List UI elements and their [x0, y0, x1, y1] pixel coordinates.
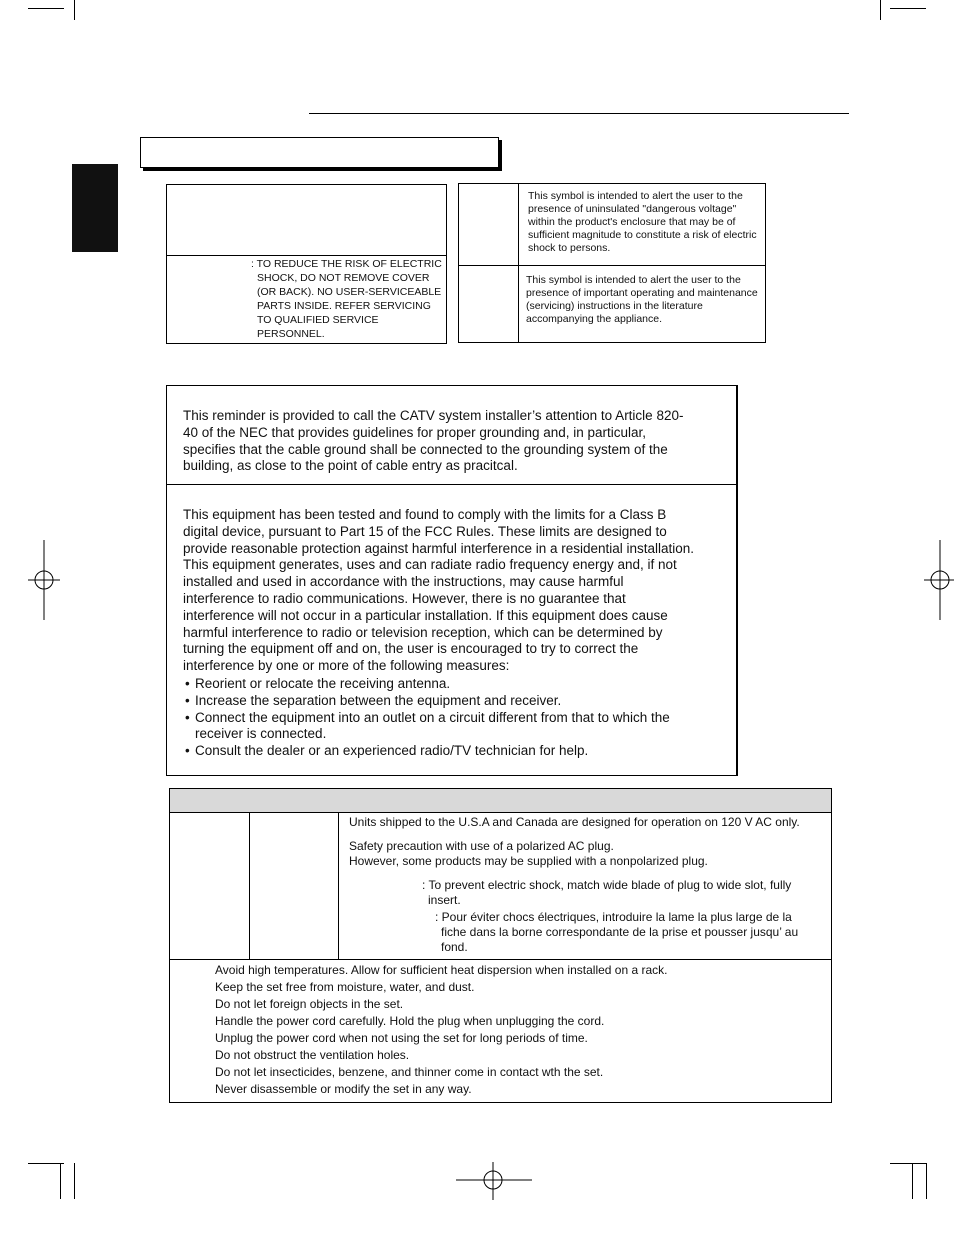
list-item: Avoid high temperatures. Allow for sufficient heat dispersion when installed on a rack. [215, 963, 668, 977]
section-title-box [140, 137, 499, 168]
crop-mark [926, 1163, 927, 1199]
power-section [349, 815, 819, 955]
notice-divider [167, 484, 736, 485]
registration-mark-left [24, 540, 64, 620]
precautions-col-divider-2 [338, 813, 339, 959]
power-line-3: However, some products may be supplied with a nonpolarized plug. [349, 854, 708, 868]
list-item: Never disassemble or modify the set in any way. [215, 1082, 472, 1096]
registration-mark-bottom [456, 1160, 532, 1200]
precautions-row-divider [170, 959, 831, 960]
plug-french-text: : Pour éviter chocs électriques, introduire la lame la plus large de la fiche dans la borne correspondante de la prise et pousser jusqu’ au fond. [435, 910, 799, 954]
symbols-box [458, 183, 766, 343]
crop-mark [880, 0, 881, 20]
crop-mark [28, 1163, 64, 1164]
notice-box [166, 385, 738, 776]
list-item: • Reorient or relocate the receiving antenna. [181, 676, 695, 693]
crop-mark [74, 1163, 75, 1199]
list-item: Keep the set free from moisture, water, and dust. [215, 980, 475, 994]
power-line-1: Units shipped to the U.S.A and Canada are designed for operation on 120 V AC only. [349, 815, 800, 829]
power-line-2: Safety precaution with use of a polarized AC plug. [349, 839, 614, 853]
header-rule [309, 113, 849, 114]
list-item: Do not let foreign objects in the set. [215, 997, 404, 1011]
caution-text: : TO REDUCE THE RISK OF ELECTRIC SHOCK, DO NOT REMOVE COVER (OR BACK). NO USER-SERVICEABLE PARTS INSIDE. REFER SERVICING TO QUALIFIED SERVICE PERSONNEL. [251, 258, 442, 340]
list-item: • Increase the separation between the equipment and receiver. [181, 693, 695, 710]
list-item: • Consult the dealer or an experienced radio/TV technician for help. [181, 743, 695, 760]
symbols-horizontal-divider [459, 265, 765, 266]
crop-mark [28, 8, 64, 9]
precautions-table [169, 788, 832, 1103]
list-item: Do not let insecticides, benzene, and thinner come in contact wth the set. [215, 1065, 604, 1079]
crop-mark [60, 1163, 61, 1199]
voltage-symbol-text: This symbol is intended to alert the user to the presence of uninsulated "dangerous voltage" within the product's enclosure that may be of sufficient magnitude to constitute a risk of electric shock to persons. [528, 190, 757, 254]
list-item: Unplug the power cord when not using the set for long periods of time. [215, 1031, 588, 1045]
caution-box [166, 184, 447, 344]
fcc-note [183, 507, 695, 760]
plug-english-text: : To prevent electric shock, match wide blade of plug to wide slot, fully insert. [422, 878, 792, 907]
instructions-symbol-text: This symbol is intended to alert the user to the presence of important operating and maintenance (servicing) instructions in the literature accompanying the appliance. [526, 274, 758, 325]
general-precautions [215, 962, 815, 1098]
list-item: Do not obstruct the ventilation holes. [215, 1048, 410, 1062]
list-item: Handle the power cord carefully. Hold the plug when unplugging the cord. [215, 1014, 605, 1028]
catv-note-text: This reminder is provided to call the CATV system installer’s attention to Article 820-40 of the NEC that provides guidelines for proper grounding and, in particular, specifies that the cable ground shall be connected to the grounding system of the building, as close to the point of cable entry as pracitcal. [183, 408, 684, 474]
fcc-note-text: This equipment has been tested and found to comply with the limits for a Class B digital device, pursuant to Part 15 of the FCC Rules. These limits are designed to provide reasonable protection against harmful interference in a residential installation. This equipment generates, uses and can radiate radio frequency energy and, if not installed and used in accordance with the instructions, may cause harmful interference to radio communications. However, there is no guarantee that interference will not occur in a particular installation. If this equipment does cause harmful interference to radio or television reception, which can be determined by turning the equipment off and on, the user is encouraged to try to correct the interference by one or more of the following measures: [183, 507, 695, 674]
precautions-header [170, 789, 831, 813]
crop-mark [912, 1163, 913, 1199]
symbols-vertical-divider [518, 184, 519, 342]
caution-divider [167, 255, 446, 256]
crop-mark [890, 1163, 926, 1164]
list-item: • Connect the equipment into an outlet on a circuit different from that to which the receiver is connected. [181, 710, 695, 744]
crop-mark [890, 8, 926, 9]
fcc-measures-list [181, 676, 695, 760]
language-tab [72, 164, 118, 252]
registration-mark-right [920, 540, 954, 620]
crop-mark [74, 0, 75, 20]
precautions-col-divider-1 [249, 813, 250, 959]
